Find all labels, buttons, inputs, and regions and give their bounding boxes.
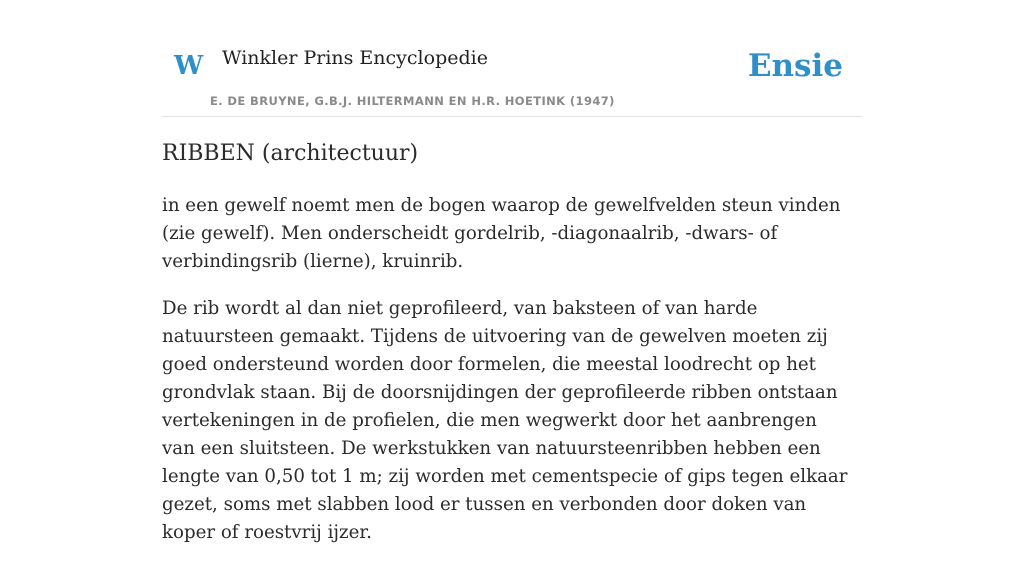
winkler-prins-logo[interactable]: W: [174, 51, 204, 81]
entry-content: [162, 192, 852, 566]
page-header: [162, 0, 862, 117]
publication-authors: E. DE BRUYNE, G.B.J. HILTERMANN EN H.R. HOETINK (1947): [210, 94, 615, 108]
entry-paragraph: in een gewelf noemt men de bogen waarop de gewelfvelden steun vinden (zie gewelf). Men onderscheidt gordelrib, -diagonaalrib, -dwars- of verbindingsrib (lierne), kruinrib.: [162, 195, 841, 272]
entry-paragraph: De rib wordt al dan niet geprofileerd, van baksteen of van harde natuursteen gemaakt. Tijdens de uitvoering van de gewelven moeten zij goed ondersteund worden door formelen, die meestal loodrecht op het grondvlak staan. Bij de doorsnijdingen der geprofileerde ribben ontstaan vertekeningen in de profielen, die men wegwerkt door het aanbrengen van een sluitsteen. De werkstukken van natuursteenribben hebben een lengte van 0,50 tot 1 m; zij worden met cementspecie of gips tegen elkaar gezet, soms met slabben lood er tussen en verbonden door doken van koper of roestvrij ijzer.: [162, 298, 848, 543]
entry-title: RIBBEN (architectuur): [162, 141, 419, 166]
ensie-logo-link[interactable]: Ensie: [747, 48, 843, 84]
publication-title[interactable]: Winkler Prins Encyclopedie: [222, 47, 488, 69]
